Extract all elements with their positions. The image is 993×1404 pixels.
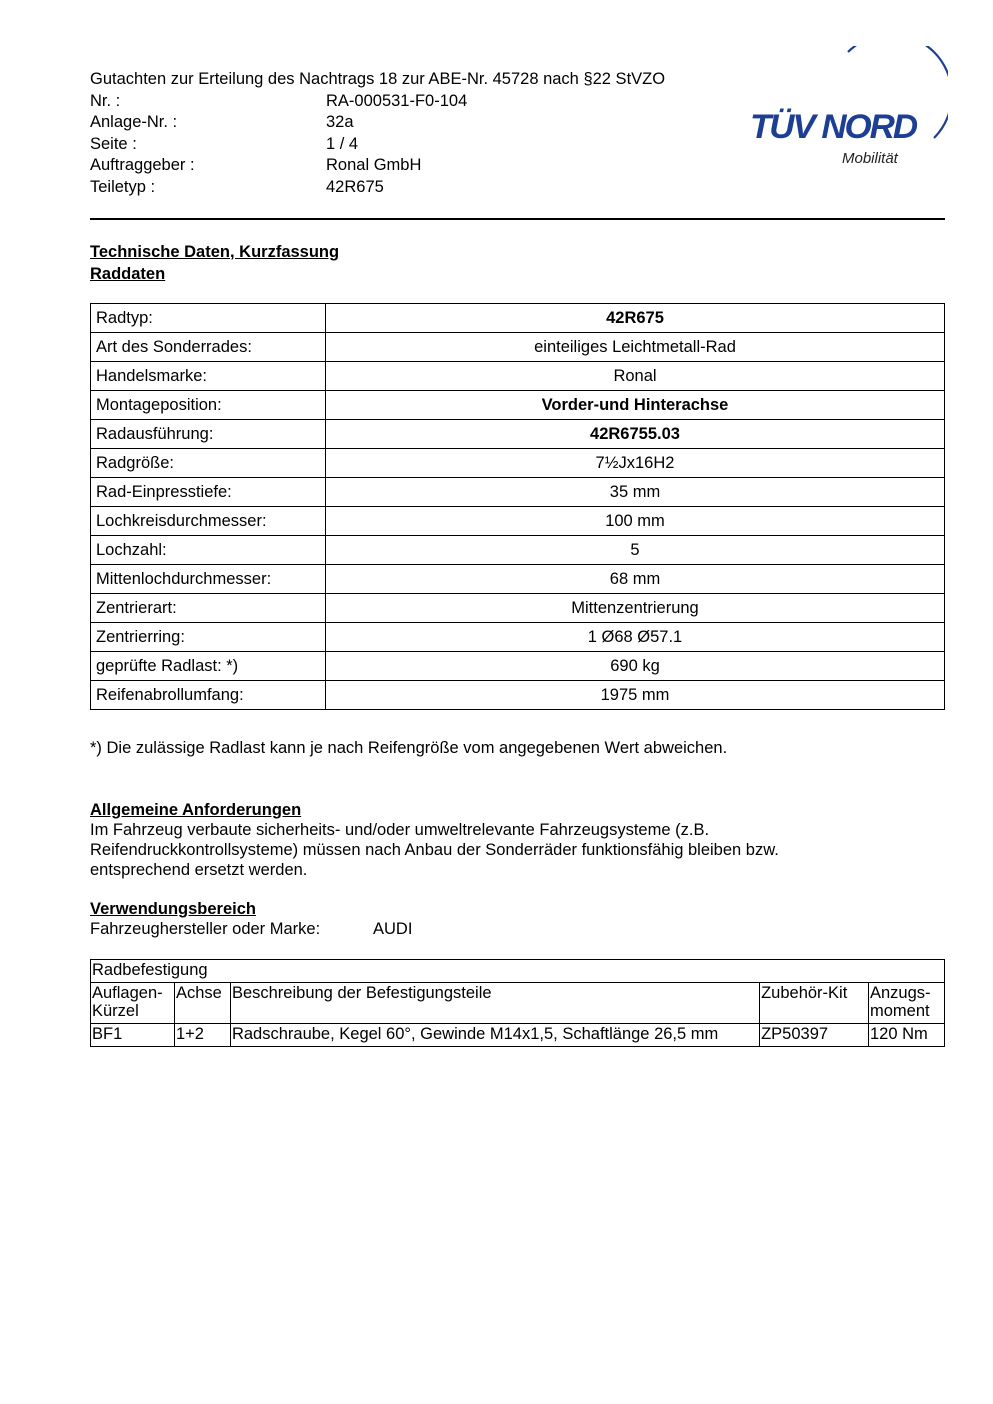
row-label: Art des Sonderrades:	[91, 333, 326, 362]
section-title: Technische Daten, Kurzfassung	[90, 243, 340, 261]
table-cell: 120 Nm	[869, 1024, 945, 1047]
document-title: Gutachten zur Erteilung des Nachtrags 18 zur ABE-Nr. 45728 nach §22 StVZO	[90, 70, 666, 88]
column-header: Achse	[174, 983, 230, 1024]
row-value: einteiliges Leichtmetall-Rad	[326, 333, 945, 362]
section-subtitle: Raddaten	[90, 264, 166, 283]
column-header: Anzugs- moment	[869, 983, 945, 1024]
document-header	[90, 69, 665, 198]
section-verwendungsbereich	[90, 899, 412, 939]
row-value: Ronal	[326, 362, 945, 391]
header-value: 1 / 4	[326, 134, 359, 153]
table-row	[91, 565, 945, 594]
table-row	[91, 536, 945, 565]
row-value: 68 mm	[326, 565, 945, 594]
header-field-seite	[90, 134, 665, 156]
table-cell: Radschraube, Kegel 60°, Gewinde M14x1,5, Schaftlänge 26,5 mm	[230, 1024, 759, 1047]
row-value: 42R675	[326, 304, 945, 333]
column-header: Auflagen- Kürzel	[91, 983, 175, 1024]
table-caption-row	[91, 960, 945, 983]
section-title: Verwendungsbereich	[90, 900, 256, 918]
raddaten-table	[90, 303, 945, 710]
header-label: Anlage-Nr. :	[90, 113, 178, 131]
row-value: 35 mm	[326, 478, 945, 507]
table-row	[91, 449, 945, 478]
header-field-auftraggeber	[90, 155, 665, 177]
row-label: geprüfte Radlast: *)	[91, 652, 326, 681]
column-header: Zubehör-Kit	[760, 983, 869, 1024]
table-row	[91, 478, 945, 507]
table-caption: Radbefestigung	[91, 960, 945, 983]
row-label: Lochzahl:	[91, 536, 326, 565]
tuev-nord-logo	[748, 46, 948, 176]
row-label: Zentrierart:	[91, 594, 326, 623]
table-cell: ZP50397	[760, 1024, 869, 1047]
table-body	[91, 1024, 945, 1047]
table-row	[91, 362, 945, 391]
table-row	[91, 507, 945, 536]
table-row	[91, 681, 945, 710]
row-value: 690 kg	[326, 652, 945, 681]
header-value: RA-000531-F0-104	[326, 91, 468, 110]
header-label: Teiletyp :	[90, 177, 156, 196]
paragraph-line: Reifendruckkontrollsysteme) müssen nach Anbau der Sonderräder funktionsfähig bleiben bzw.	[90, 841, 779, 859]
manufacturer-value: AUDI	[373, 920, 413, 938]
header-value: Ronal GmbH	[326, 156, 422, 174]
table-row	[91, 1024, 945, 1047]
table-cell: 1+2	[174, 1024, 230, 1047]
column-header: Beschreibung der Befestigungsteile	[230, 983, 759, 1024]
table-row	[91, 333, 945, 362]
table-row	[91, 594, 945, 623]
manufacturer-label: Fahrzeughersteller oder Marke:	[90, 920, 321, 938]
paragraph-line: entsprechend ersetzt werden.	[90, 861, 308, 879]
table-row	[91, 391, 945, 420]
row-value: 7½Jx16H2	[326, 449, 945, 478]
header-value: 32a	[326, 113, 354, 131]
row-value: 1975 mm	[326, 681, 945, 710]
table-row	[91, 623, 945, 652]
logo-subtitle: Mobilität	[842, 150, 898, 167]
logo-wordmark: TÜV NORD	[750, 108, 918, 146]
header-value: 42R675	[326, 177, 384, 196]
row-value: 42R6755.03	[326, 420, 945, 449]
row-label: Rad-Einpresstiefe:	[91, 478, 326, 507]
table-row	[91, 420, 945, 449]
row-label: Reifenabrollumfang:	[91, 681, 326, 710]
header-divider	[90, 218, 945, 220]
row-label: Lochkreisdurchmesser:	[91, 507, 326, 536]
row-label: Radausführung:	[91, 420, 326, 449]
row-label: Zentrierring:	[91, 623, 326, 652]
section-allgemeine-anforderungen	[90, 800, 779, 880]
header-label: Auftraggeber :	[90, 156, 195, 174]
table-row	[91, 652, 945, 681]
paragraph-line: Im Fahrzeug verbaute sicherheits- und/oder umweltrelevante Fahrzeugsysteme (z.B.	[90, 821, 710, 839]
row-label: Mittenlochdurchmesser:	[91, 565, 326, 594]
row-label: Radgröße:	[91, 449, 326, 478]
footnote: *) Die zulässige Radlast kann je nach Reifengröße vom angegebenen Wert abweichen.	[90, 739, 728, 757]
table-header-row	[91, 983, 945, 1024]
row-label: Handelsmarke:	[91, 362, 326, 391]
header-label: Seite :	[90, 134, 137, 153]
row-value: Vorder-und Hinterachse	[326, 391, 945, 420]
manufacturer-row	[90, 919, 412, 939]
header-label: Nr. :	[90, 91, 121, 110]
section-technische-daten	[90, 242, 339, 285]
radbefestigung-table	[90, 959, 945, 1047]
header-field-anlage	[90, 112, 665, 134]
header-field-nr	[90, 91, 665, 113]
raddaten-body	[91, 304, 945, 710]
row-value: Mittenzentrierung	[326, 594, 945, 623]
row-value: 5	[326, 536, 945, 565]
row-label: Radtyp:	[91, 304, 326, 333]
row-value: 100 mm	[326, 507, 945, 536]
row-label: Montageposition:	[91, 391, 326, 420]
table-row	[91, 304, 945, 333]
header-field-teiletyp	[90, 177, 665, 199]
section-title: Allgemeine Anforderungen	[90, 801, 302, 819]
row-value: 1 Ø68 Ø57.1	[326, 623, 945, 652]
table-cell: BF1	[91, 1024, 175, 1047]
